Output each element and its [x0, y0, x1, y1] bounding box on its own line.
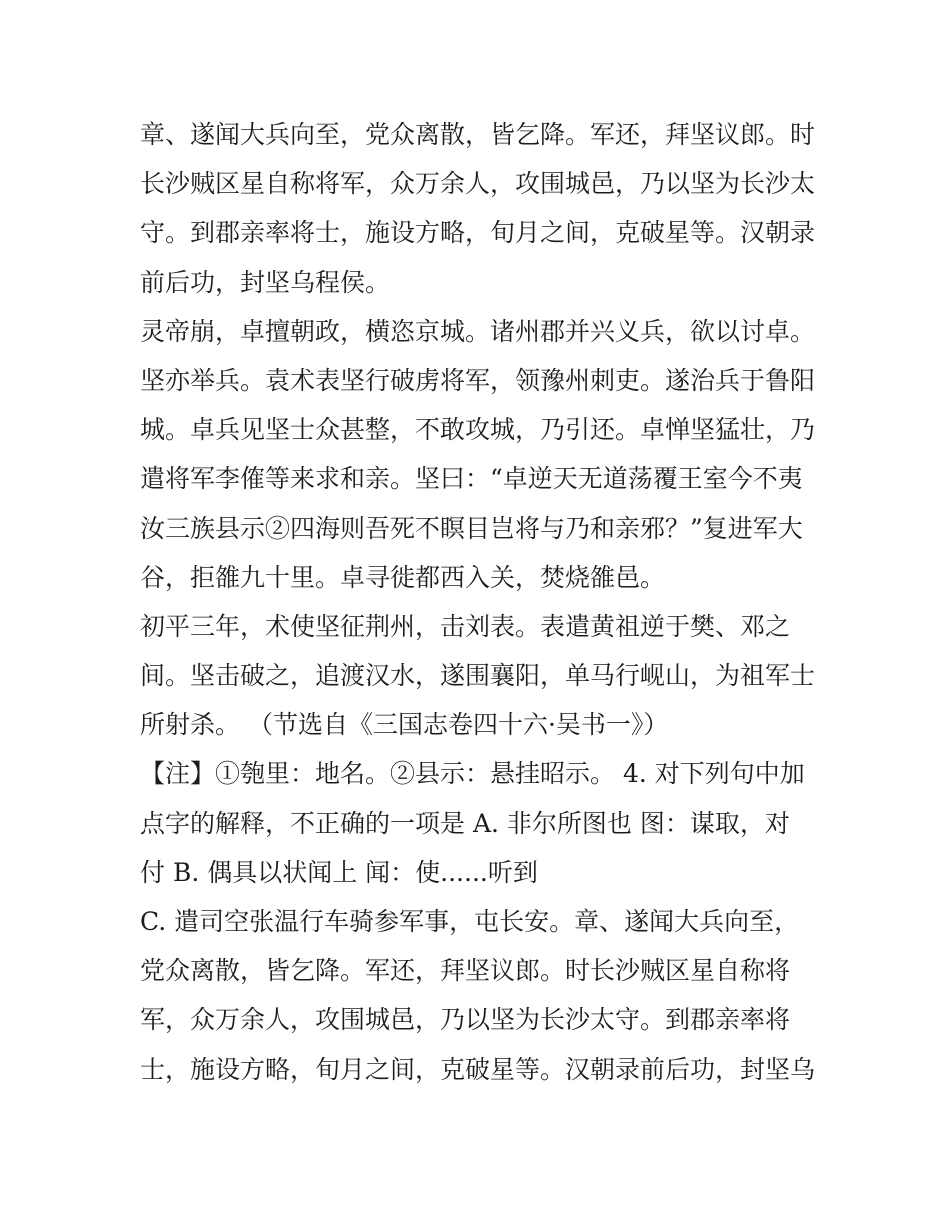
text-line: 初平三年，术使坚征荆州，击刘表。表遣黄祖逆于樊、邓之 — [140, 611, 791, 641]
text-line: 谷，拒雒九十里。卓寻徙都西入关，焚烧雒邑。 — [140, 562, 666, 592]
text-line: 章、遂闻大兵向至，党众离散，皆乞降。军还，拜坚议郎。时 — [140, 120, 816, 149]
text-line: 长沙贼区星自称将军，众万余人，攻围城邑，乃以坚为长沙太 — [140, 169, 816, 199]
text-line: 所射杀。 （节选自《三国志卷四十六·吴书一》） — [140, 710, 669, 740]
text-line: 士，施设方略，旬月之间，克破星等。汉朝录前后功，封坚乌 — [140, 1054, 816, 1084]
text-line: 间。坚击破之，追渡汉水，遂围襄阳，单马行岘山，为祖军士 — [140, 661, 816, 691]
text-line: C. 遣司空张温行车骑参军事，屯长安。章、遂闻大兵向至， — [140, 907, 800, 936]
text-line: 前后功，封坚乌程侯。 — [140, 267, 391, 297]
text-line: 党众离散，皆乞降。军还，拜坚议郎。时长沙贼区星自称将 — [140, 956, 791, 986]
text-line: 军，众万余人，攻围城邑，乃以坚为长沙太守。到郡亲率将 — [140, 1005, 791, 1035]
text-line: 守。到郡亲率将士，施设方略，旬月之间，克破星等。汉朝录 — [140, 218, 816, 248]
text-line: 付 B. 偶具以状闻上 闻：使......听到 — [140, 857, 538, 887]
text-line: 点字的解释，不正确的一项是 A. 非尔所图也 图：谋取，对 — [140, 808, 790, 838]
document-body — [140, 110, 820, 1094]
text-line: 城。卓兵见坚士众甚整，不敢攻城，乃引还。卓惮坚猛壮，乃 — [140, 415, 816, 445]
text-line: 坚亦举兵。袁术表坚行破虏将军，领豫州刺吏。遂治兵于鲁阳 — [140, 365, 816, 395]
text-line: 灵帝崩，卓擅朝政，横恣京城。诸州郡并兴义兵，欲以讨卓。 — [140, 316, 816, 346]
text-line: 【注】①匏里：地名。②县示：悬挂昭示。 4. 对下列句中加 — [140, 759, 805, 789]
text-line: 遣将军李傕等来求和亲。坚曰：“卓逆天无道荡覆王室今不夷 — [140, 464, 803, 494]
text-line: 汝三族县示②四海则吾死不瞑目岂将与乃和亲邪？”复进军大 — [140, 513, 803, 543]
